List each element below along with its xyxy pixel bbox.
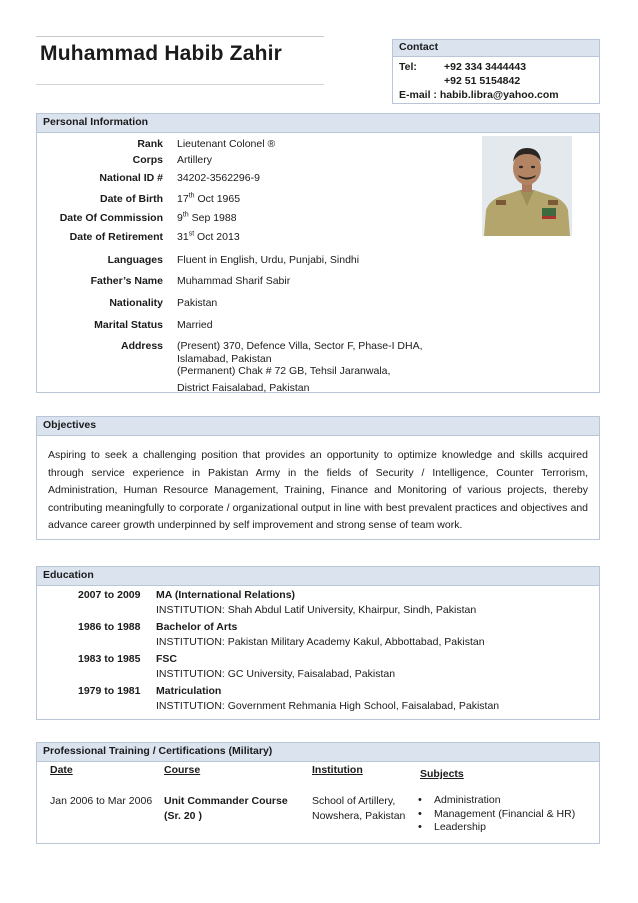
training-institution: School of Artillery, Nowshera, Pakistan <box>312 795 406 822</box>
value-date-of-birth: 17th Oct 1965 <box>177 192 241 205</box>
value-rank: Lieutenant Colonel ® <box>177 138 276 150</box>
value-date-of-commission: 9th Sep 1988 <box>177 211 237 224</box>
education-degree: Matriculation <box>156 685 222 697</box>
training-header-date: Date <box>50 764 73 776</box>
label-address: Address <box>120 340 163 352</box>
training-header-institution: Institution <box>312 764 363 776</box>
education-degree: Bachelor of Arts <box>156 621 238 633</box>
education-degree: MA (International Relations) <box>156 589 296 601</box>
education-years: 1979 to 1981 <box>78 685 141 697</box>
contact-box <box>392 39 600 104</box>
value-address-line-1: (Present) 370, Defence Villa, Sector F, Phase-I DHA, <box>177 340 423 352</box>
label-rank: Rank <box>137 138 163 150</box>
education-institution: INSTITUTION: Pakistan Military Academy Kakul, Abbottabad, Pakistan <box>156 636 485 648</box>
value-date-of-retirement: 31st Oct 2013 <box>177 230 240 243</box>
profile-photo <box>482 136 572 236</box>
objectives-title: Objectives <box>37 417 599 436</box>
contact-tel-label: Tel: <box>399 61 417 73</box>
education-years: 1983 to 1985 <box>78 653 141 665</box>
education-years: 2007 to 2009 <box>78 589 141 601</box>
value-languages: Fluent in English, Urdu, Punjabi, Sindhi <box>177 254 360 266</box>
contact-tel-1: +92 334 3444443 <box>444 61 527 73</box>
name-rule-top <box>36 36 324 37</box>
personal-information-section <box>36 113 600 393</box>
value-nationality: Pakistan <box>177 297 218 309</box>
label-fathers-name: Father’s Name <box>90 275 163 287</box>
portrait-illustration <box>482 136 572 236</box>
education-institution: INSTITUTION: Government Rehmania High School, Faisalabad, Pakistan <box>156 700 500 712</box>
training-header-course: Course <box>164 764 201 776</box>
education-institution: INSTITUTION: GC University, Faisalabad, Pakistan <box>156 668 396 680</box>
value-corps: Artillery <box>177 154 213 166</box>
education-section <box>36 566 600 720</box>
value-marital-status: Married <box>177 319 213 331</box>
training-course: Unit Commander Course (Sr. 20 ) <box>164 795 288 822</box>
objectives-text: Aspiring to seek a challenging position that provides an opportunity to optimize knowledge and skills acquired through service experience in Pakistan Army in the fields of Security / Intelligence, Counter Terrorism, Administration, Human Resource Management, Training, Finance and Monitoring of various projects, thereby contributing meaningfully to corporate / organizational output in line with best prevalent practices and objectives and advance career growth underpinned by self improvement and strong sense of team work. <box>48 449 588 532</box>
candidate-name: Muhammad Habib Zahir <box>40 42 283 65</box>
training-title: Professional Training / Certifications (Military) <box>37 743 599 762</box>
label-date-of-retirement: Date of Retirement <box>69 231 163 243</box>
education-years: 1986 to 1988 <box>78 621 141 633</box>
label-date-of-commission: Date Of Commission <box>59 212 163 224</box>
list-item: • Leadership <box>410 821 575 835</box>
value-fathers-name: Muhammad Sharif Sabir <box>177 275 291 287</box>
training-section <box>36 742 600 844</box>
label-marital-status: Marital Status <box>94 319 163 331</box>
training-header-subjects: Subjects <box>420 768 464 780</box>
value-address-line-2: Islamabad, Pakistan <box>177 353 272 365</box>
contact-tel-2: +92 51 5154842 <box>444 75 521 87</box>
label-national-id: National ID # <box>99 172 163 184</box>
label-nationality: Nationality <box>109 297 163 309</box>
name-rule-bottom <box>36 84 324 85</box>
contact-title: Contact <box>393 40 599 57</box>
education-institution: INSTITUTION: Shah Abdul Latif University, Khairpur, Sindh, Pakistan <box>156 604 477 616</box>
label-languages: Languages <box>107 254 163 266</box>
value-national-id: 34202-3562296-9 <box>177 172 260 184</box>
contact-email: E-mail : habib.libra@yahoo.com <box>399 89 559 101</box>
education-degree: FSC <box>156 653 177 665</box>
personal-information-title: Personal Information <box>37 114 599 133</box>
objectives-section <box>36 416 600 540</box>
list-item: • Management (Financial & HR) <box>410 808 575 822</box>
education-title: Education <box>37 567 599 586</box>
label-date-of-birth: Date of Birth <box>100 193 163 205</box>
training-subjects-list <box>410 794 575 835</box>
label-corps: Corps <box>132 154 163 166</box>
training-date: Jan 2006 to Mar 2006 <box>50 795 153 807</box>
value-address-line-4: District Faisalabad, Pakistan <box>177 382 310 394</box>
list-item: • Administration <box>410 794 575 808</box>
value-address-line-3: (Permanent) Chak # 72 GB, Tehsil Jaranwala, <box>177 365 391 377</box>
